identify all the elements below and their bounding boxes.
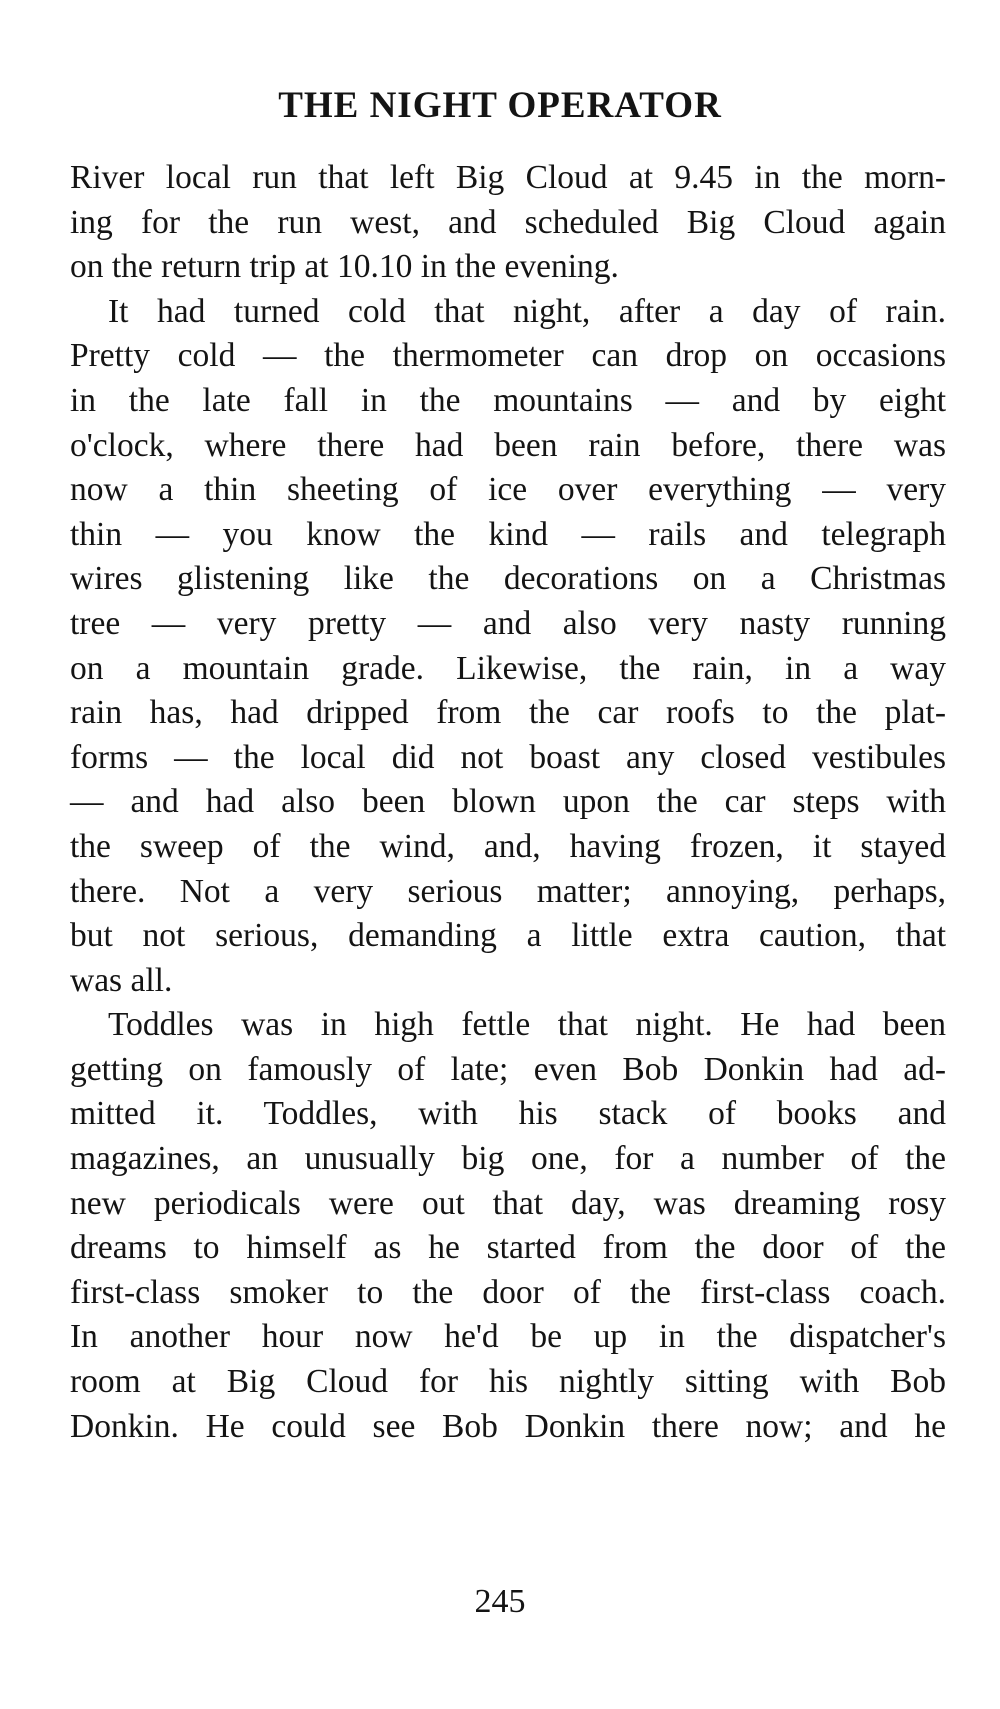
text-line: dreams to himself as he started from the door of the — [70, 1229, 946, 1267]
running-head: THE NIGHT OPERATOR — [278, 85, 722, 126]
text-line: new periodicals were out that day, was dreaming rosy — [70, 1184, 946, 1222]
text-line: tree — very pretty — and also very nasty running — [70, 604, 946, 642]
text-line: the sweep of the wind, and, having frozen, it stayed — [70, 827, 946, 865]
text-line: thin — you know the kind — rails and telegraph — [70, 515, 946, 553]
text-line: — and had also been blown upon the car steps with — [70, 783, 946, 821]
text-line: now a thin sheeting of ice over everything — very — [70, 471, 946, 509]
text-line: magazines, an unusually big one, for a number of the — [70, 1140, 946, 1178]
text-line: room at Big Cloud for his nightly sitting with Bob — [70, 1363, 946, 1401]
text-line: was all. — [70, 961, 173, 999]
paragraph-first-line: It had turned cold that night, after a day of rain. — [108, 292, 946, 330]
text-line: in the late fall in the mountains — and by eight — [70, 381, 946, 419]
paragraph-first-line: Toddles was in high fettle that night. He had been — [108, 1006, 946, 1044]
text-line: wires glistening like the decorations on a Christmas — [70, 560, 946, 598]
text-line: there. Not a very serious matter; annoying, perhaps, — [70, 872, 946, 910]
text-line: getting on famously of late; even Bob Donkin had ad- — [70, 1050, 946, 1088]
text-line: but not serious, demanding a little extra caution, that — [70, 917, 946, 955]
text-line: In another hour now he'd be up in the dispatcher's — [70, 1318, 946, 1356]
text-line: forms — the local did not boast any closed vestibules — [70, 738, 946, 776]
text-line: Pretty cold — the thermometer can drop on occasions — [70, 337, 946, 375]
body-text — [70, 156, 946, 1449]
text-line: o'clock, where there had been rain before, there was — [70, 426, 946, 464]
text-line: rain has, had dripped from the car roofs to the plat- — [70, 694, 946, 732]
text-line: on a mountain grade. Likewise, the rain, in a way — [70, 649, 946, 687]
text-line: mitted it. Toddles, with his stack of books and — [70, 1095, 946, 1133]
page-number: 245 — [474, 1583, 526, 1620]
text-line: ing for the run west, and scheduled Big Cloud again — [70, 203, 946, 241]
text-line: River local run that left Big Cloud at 9.45 in the morn- — [70, 159, 946, 196]
text-line: first-class smoker to the door of the first-class coach. — [70, 1273, 946, 1311]
text-line: Donkin. He could see Bob Donkin there now; and he — [70, 1407, 946, 1445]
text-line: on the return trip at 10.10 in the evening. — [70, 248, 619, 286]
